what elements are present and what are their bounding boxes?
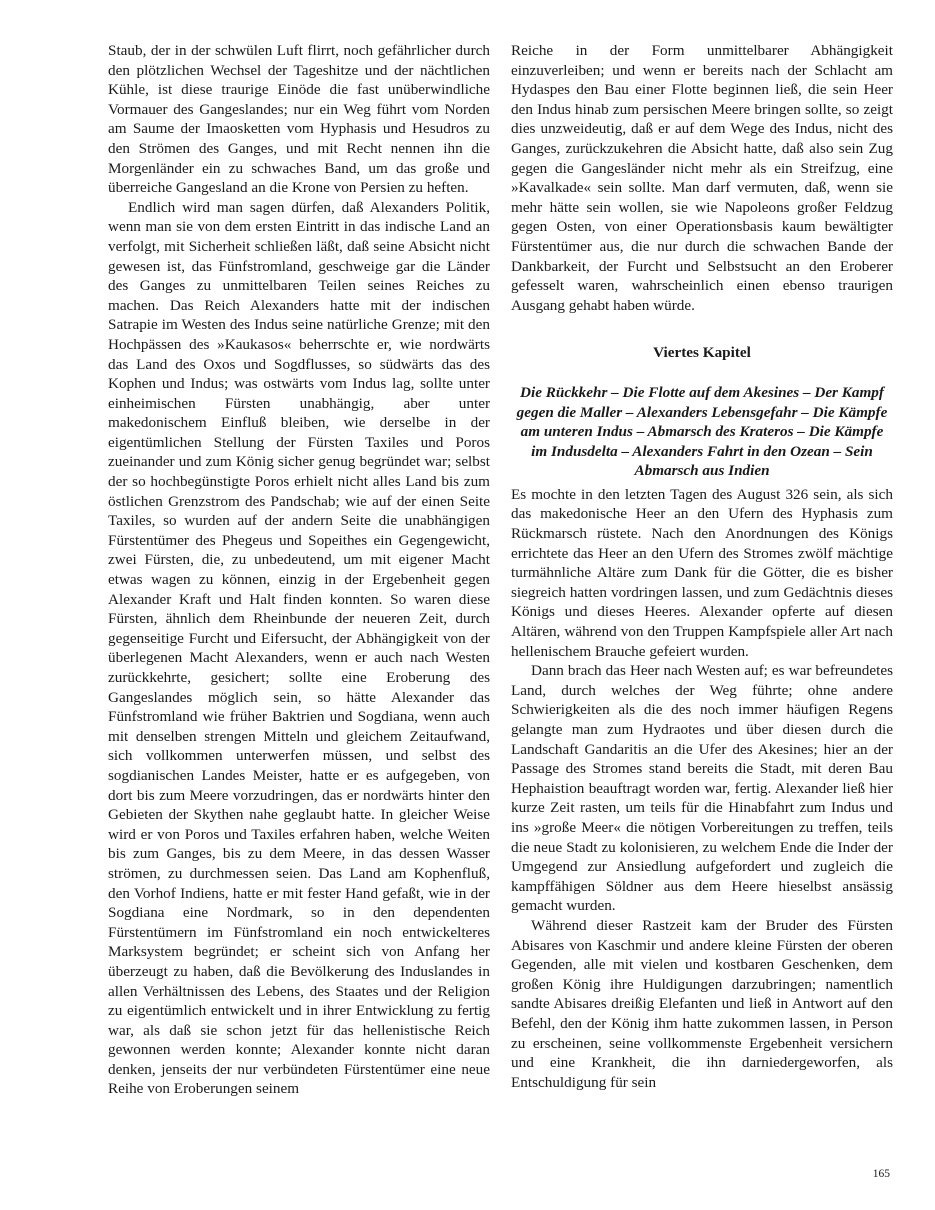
paragraph: Während dieser Rastzeit kam der Bruder des Fürsten Abisares von Kaschmir und andere kleine Fürsten der oberen Gegenden, alle mit vielen und kostbaren Geschenken, dem großen König ihre Huldigungen darzubringen; namentlich sandte Abisares dreißig Elefanten und ließ in Antwort auf den Befehl, den der König ihm hatte zukommen lassen, in Person zu erscheinen, seine vollkommenste Ergebenheit versichern und eine Krankheit, die ihn darniedergeworfen, als Entschuldigung für sein — [511, 916, 893, 1091]
paragraph: Endlich wird man sagen dürfen, daß Alexanders Politik, wenn man sie von dem ersten Eintritt in das indische Land an verfolgt, mit Sicherheit schließen läßt, daß seine Absicht nicht gewesen ist, das Fünfstromland, geschweige gar die Länder des Ganges zu unmittelbaren Teilen seines Reiches zu machen. Das Reich Alexanders hatte mit der indischen Satrapie im Westen des Indus seine natürliche Grenze; mit den Hochpässen des »Kaukasos« beherrschte er, wie nordwärts das Land des Oxos und Sogdflusses, so südwärts das des Kophen und Indus; was ostwärts vom Indus lag, sollte unter einheimischen Fürsten unabhängig, aber unter makedonischem Einfluß bleiben, wie derselbe in der eigentümlichen Stellung der Fürsten Taxiles und Poros zueinander und zum König sicher genug begründet war; selbst der so hochbegünstigte Poros erhielt nicht alles Land bis zum östlichen Grenzstrom des Pandschab; wie auf der einen Seite Taxiles, so wurden auf der andern Seite die unabhängigen Fürstentümer des Phegeus und Sopeithes ein Gegengewicht, zwei Fürsten, die, zu unbedeutend, um mit eigener Macht etwas wagen zu können, einzig in der Ergebenheit gegen Alexander Kraft und Halt finden konnten. So waren diese Fürsten, ähnlich dem Rheinbunde der neueren Zeit, durch gegenseitige Furcht und Eifersucht, der Abhängigkeit von der überlegenen Macht Alexanders, wenn er auch nach Westen zurückkehrte, gesichert; sollte eine Eroberung des Gangeslandes möglich sein, so hätte Alexander das Fünfstromland wie früher Baktrien und Sogdiana, wenn auch mit denselben strengen Mitteln und gleichem Zeitaufwand, sich vollkommen unterwerfen müssen, und selbst des sogdianischen Landes Meister, hatte er es aufgegeben, von dort bis zum Meere vorzudringen, das er nordwärts hinter den Gebieten der Skythen nahe geglaubt hatte. In gleicher Weise wird er von Poros und Taxiles erfahren haben, welche Weiten bis zum Ganges, bis zu dem Meere, in das dessen Wasser strömen, zu durchmessen seien. Das Land am Kophenfluß, den Vorhof Indiens, hatte er mit fester Hand gefaßt, wie in der Sogdiana eine Nordmark, so in den dependenten Fürstentümern im Fünfstromland ein noch entwickelteres Marksystem begründet; er scheint sich von Anfang her überzeugt zu haben, daß die Bevölkerung des Induslandes in allen Verhältnissen des Lebens, des Staates und der Religion zu eigentümlich entwickelt und in ihrer Entwicklung zu fertig war, als daß sie schon jetzt für das hellenistische Reich gewonnen werden konnte; Alexander konnte nicht daran denken, jenseits der nur verbündeten Fürstentümer eine neue Reihe von Eroberungen seinem — [108, 198, 490, 1098]
page-number: 165 — [872, 1168, 890, 1180]
right-column — [511, 41, 893, 1092]
paragraph: Es mochte in den letzten Tagen des August 326 sein, als sich das makedonische Heer an den Ufern des Hyphasis zum Rückmarsch rüstete. Nach den Anordnungen des Königs errichtete das Heer an den Ufern des Stromes zwölf mächtige turmähnliche Altäre zum Dank für die Götter, die es bisher siegreich hatten vordringen lassen, und zum Gedächtnis dieses Königs und dieses Heeres. Alexander opferte auf diesen Altären, während von den Truppen Kampfspiele aller Art nach hellenischem Brauche gefeiert wurden. — [511, 485, 893, 660]
paragraph: Dann brach das Heer nach Westen auf; es war befreundetes Land, durch welches der Weg führte; ohne andere Schwierigkeiten als die des noch immer häufigen Regens gelangte man zum Hydraotes und über diesen durch die Landschaft Gandaritis an die Ufer des Akesines; hier an der Passage des Stromes stand bereits die Stadt, mit deren Bau Hephaistion beauftragt worden war, fertig. Alexander ließ hier kurze Zeit rasten, um teils für die Hinabfahrt zum Indus und ins »große Meer« die nötigen Vorbereitungen zu treffen, teils die neue Stadt zu kolonisieren, zu welchem Ende die Inder der Umgegend zur Ansiedlung aufgefordert und zugleich die kampffähigen Söldner aus dem Heere hieselbst ansässig gemacht wurden. — [511, 662, 893, 915]
chapter-title: Viertes Kapitel — [653, 344, 751, 362]
left-column — [108, 41, 490, 1099]
paragraph: Staub, der in der schwülen Luft flirrt, noch gefährlicher durch den plötzlichen Wechsel der Tageshitze und der nächtlichen Kühle, ist diese traurige Einöde die fast unüberwindliche Vormauer des Gangeslandes; nur ein Weg führt vom Norden am Saume der Imaosketten vom Hyphasis und Hesudros zu den Strömen des Ganges, und mit Recht nennen ihn die Morgenländer ein zu schwaches Band, um das große und überreiche Gangesland an die Krone von Persien zu heften. — [108, 42, 490, 197]
paragraph: Reiche in der Form unmittelbarer Abhängigkeit einzuverleiben; und wenn er bereits nach der Schlacht am Hydaspes den Bau einer Flotte beginnen ließ, die sein Heer den Indus hinab zum persischen Meere bringen sollte, so zeigt dies unzweideutig, daß er auf dem Wege des Indus, nicht des Ganges, zurückzukehren die Absicht hatte, daß also sein Zug gegen die Gangesländer nicht mehr als ein Streifzug, eine »Kavalkade« sein sollte. Man darf vermuten, daß, wenn sie mehr hätte sein wollen, sie wie Napoleons großer Feldzug gegen Osten, von einer Operationsbasis kaum bewältigter Fürstentümer aus, die nur durch die schwachen Bande der Dankbarkeit, der Furcht und Selbstsucht an den Eroberer gefesselt waren, wahrscheinlich einen ebenso traurigen Ausgang gehabt haben würde. — [511, 42, 893, 314]
chapter-summary: Die Rückkehr – Die Flotte auf dem Akesines – Der Kampf gegen die Maller – Alexanders Lebensgefahr – Die Kämpfe am unteren Indus – Abmarsch des Krateros – Die Kämpfe im Indusdelta – Alexanders Fahrt in den Ozean – Sein Abmarsch aus Indien — [516, 383, 888, 480]
